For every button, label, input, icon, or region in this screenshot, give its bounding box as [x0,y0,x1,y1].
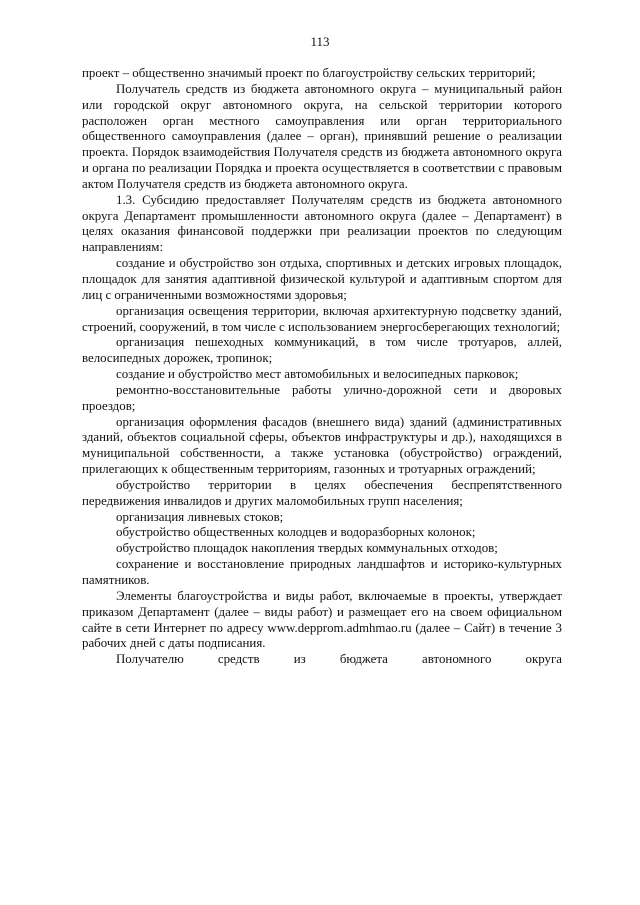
list-item-direction: обустройство общественных колодцев и водоразборных колонок; [116,525,476,540]
list-item-direction: организация ливневых стоков; [116,509,284,524]
paragraph-work-elements: Элементы благоустройства и виды работ, включаемые в проекты, утверждает приказом Департамент (далее – виды работ) и размещает его на своем официальном сайте в сети Интернет по адресу www.depprom.admhmao.ru (далее – Сайт) в течение 3 рабочих дней с даты подписания. [82,588,562,651]
page-number: 113 [310,34,330,49]
list-item-direction: создание и обустройство мест автомобильных и велосипедных парковок; [116,367,519,382]
paragraph-section-1-3: 1.3. Субсидию предоставляет Получателям средств из бюджета автономного округа Департамент промышленности автономного округа (далее – Департамент) в целях оказания финансовой поддержки при реализации проектов по следующим направлениям: [82,192,562,255]
list-item-direction: ремонтно-восстановительные работы улично-дорожной сети и дворовых проездов; [82,382,562,413]
paragraph-project-definition: проект – общественно значимый проект по благоустройству сельских территорий; [82,66,536,80]
paragraph-recipient-definition: Получатель средств из бюджета автономного округа – муниципальный район или городской округ автономного округа, на сельской территории которого расположен орган местного самоуправления или орган территориального общественного самоуправления (далее – орган), принявший решение о реализации проекта. Порядок взаимодействия Получателя средств из бюджета автономного округа и органа по реализации Порядка и проекта осуществляется в соответствии с правовым актом Получателя средств из бюджета автономного округа. [82,81,562,191]
list-item-direction: обустройство площадок накопления твердых коммунальных отходов; [116,541,498,556]
paragraph-recipient-continuation: Получателю средств из бюджета автономного округа [116,652,562,667]
document-body [82,66,562,668]
list-item-direction: организация освещения территории, включая архитектурную подсветку зданий, строений, сооружений, в том числе с использованием энергосберегающих технологий; [82,303,562,334]
list-item-direction: создание и обустройство зон отдыха, спортивных и детских игровых площадок, площадок для занятия адаптивной физической культурой и адаптивным спортом для лиц с ограниченными возможностями здоровья; [82,256,562,302]
list-item-direction: организация оформления фасадов (внешнего вида) зданий (административных зданий, объектов социальной сферы, объектов инфраструктуры и др.), находящихся в муниципальной собственности, а также установка (обустройство) ограждений, прилегающих к общественным территориям, газонных и тротуарных ограждений; [82,414,562,477]
list-item-direction: сохранение и восстановление природных ландшафтов и историко-культурных памятников. [82,557,562,587]
list-item-direction: организация пешеходных коммуникаций, в том числе тротуаров, аллей, велосипедных дорожек, тропинок; [82,335,562,366]
list-item-direction: обустройство территории в целях обеспечения беспрепятственного передвижения инвалидов и других маломобильных групп населения; [82,477,562,508]
